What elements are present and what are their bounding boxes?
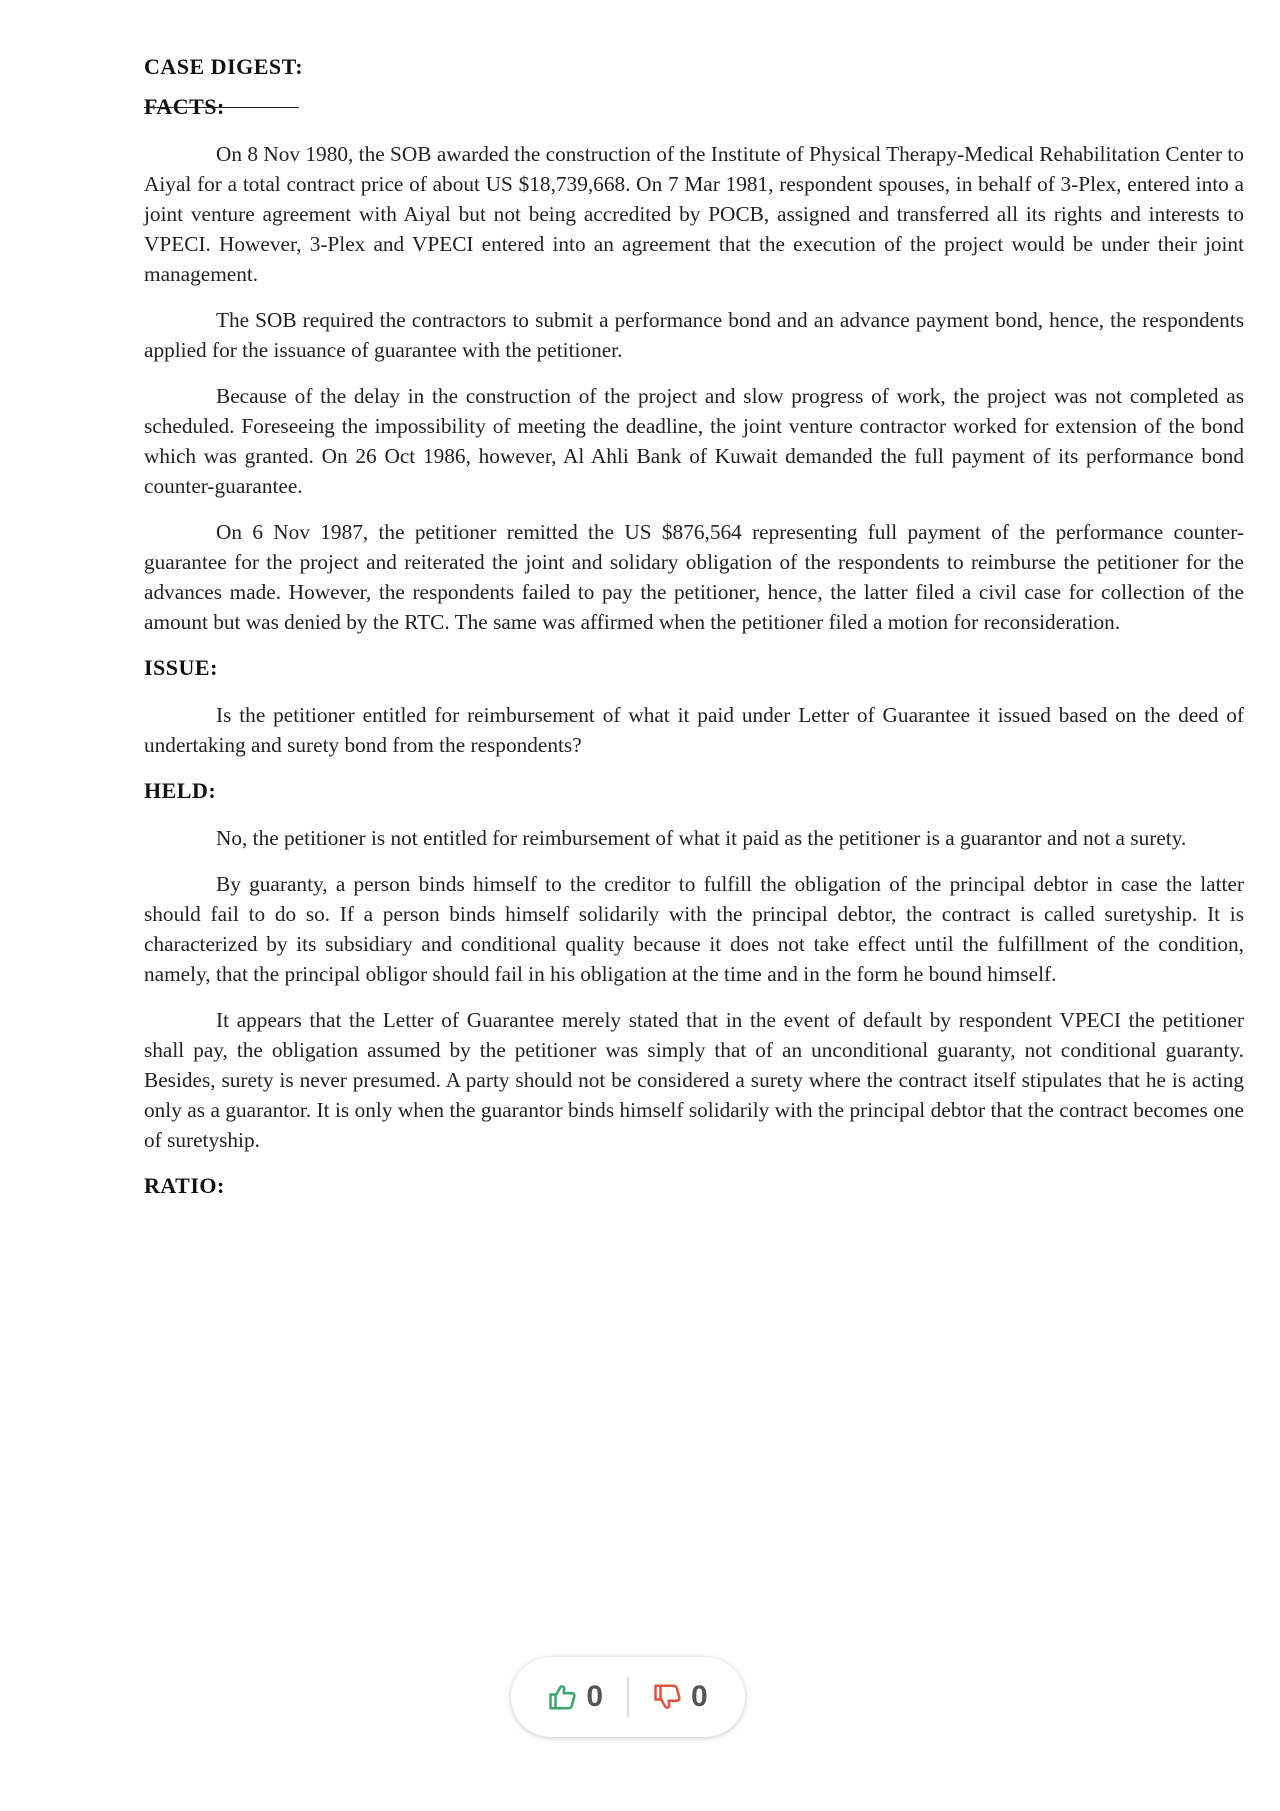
thumbs-down-icon <box>653 1682 683 1712</box>
issue-heading: ISSUE: <box>144 655 218 680</box>
held-paragraph-1: No, the petitioner is not entitled for reimbursement of what it paid as the petitioner is a guarantor and not a surety. <box>216 826 1187 850</box>
facts-heading-wrapper <box>144 92 1244 122</box>
downvote-count: 0 <box>691 1680 708 1713</box>
upvote-count: 0 <box>586 1680 603 1713</box>
ratio-heading: RATIO: <box>144 1173 225 1198</box>
upvote-button[interactable] <box>524 1680 627 1714</box>
held-paragraph-2: By guaranty, a person binds himself to the creditor to fulfill the obligation of the principal debtor in case the latter should fail to do so. If a person binds himself solidarily with the principal debtor, the contract is called suretyship. It is characterized by its subsidiary and conditional quality because it does not take effect until the fulfillment of the condition, namely, that the principal obligor should fail in his obligation at the time and in the form he bound himself. <box>144 872 1244 986</box>
case-digest-title: CASE DIGEST: <box>144 54 304 79</box>
held-heading: HELD: <box>144 778 217 803</box>
facts-paragraph-2: The SOB required the contractors to submit a performance bond and an advance payment bond, hence, the respondents applied for the issuance of guarantee with the petitioner. <box>144 308 1244 362</box>
document-page <box>144 52 1244 1218</box>
facts-paragraph-4: On 6 Nov 1987, the petitioner remitted the US $876,564 representing full payment of the performance counter-guarantee for the project and reiterated the joint and solidary obligation of the respondents to reimburse the petitioner for the advances made. However, the respondents failed to pay the petitioner, hence, the latter filed a civil case for collection of the amount but was denied by the RTC. The same was affirmed when the petitioner filed a motion for reconsideration. <box>144 520 1244 634</box>
vote-bar <box>511 1657 745 1737</box>
held-paragraph-3: It appears that the Letter of Guarantee merely stated that in the event of default by respondent VPECI the petitioner shall pay, the obligation assumed by the petitioner was simply that of an unconditional guaranty, not conditional guaranty. Besides, surety is never presumed. A party should not be considered a surety where the contract itself stipulates that he is acting only as a guarantor. It is only when the guarantor binds himself solidarily with the principal debtor that the contract becomes one of suretyship. <box>144 1008 1244 1152</box>
thumbs-up-icon <box>548 1682 578 1712</box>
facts-paragraph-3: Because of the delay in the construction of the project and slow progress of work, the project was not completed as scheduled. Foreseeing the impossibility of meeting the deadline, the joint venture contractor worked for extension of the bond which was granted. On 26 Oct 1986, however, Al Ahli Bank of Kuwait demanded the full payment of its performance bond counter-guarantee. <box>144 384 1244 498</box>
issue-paragraph: Is the petitioner entitled for reimbursement of what it paid under Letter of Guarantee it issued based on the deed of undertaking and surety bond from the respondents? <box>144 703 1244 757</box>
facts-paragraph-1: On 8 Nov 1980, the SOB awarded the construction of the Institute of Physical Therapy-Medical Rehabilitation Center to Aiyal for a total contract price of about US $18,739,668. On 7 Mar 1981, respondent spouses, in behalf of 3-Plex, entered into a joint venture agreement with Aiyal but not being accredited by POCB, assigned and transferred all its rights and interests to VPECI. However, 3-Plex and VPECI entered into an agreement that the execution of the project would be under their joint management. <box>144 142 1244 286</box>
facts-heading: FACTS: <box>144 92 299 122</box>
downvote-button[interactable] <box>629 1680 732 1714</box>
